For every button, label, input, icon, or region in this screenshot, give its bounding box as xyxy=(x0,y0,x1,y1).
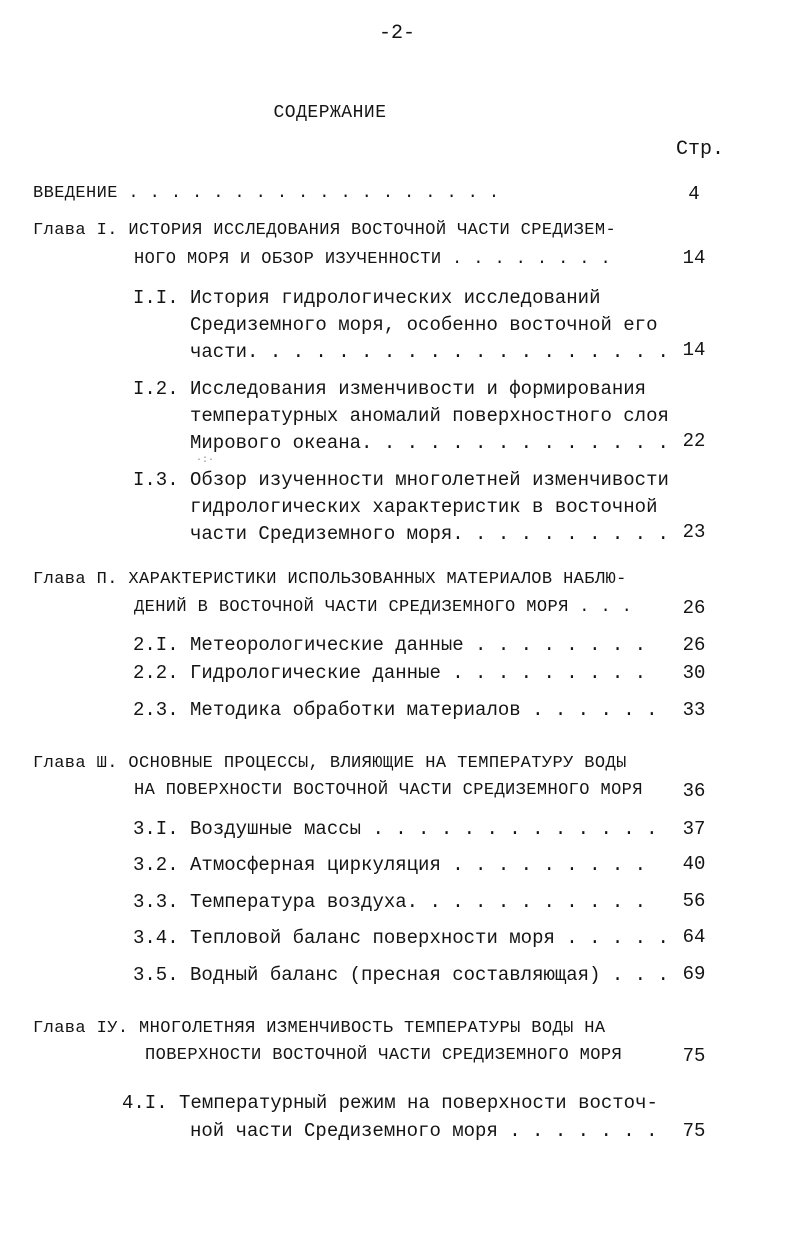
toc-ch1-s2-page: 22 xyxy=(682,430,706,452)
toc-ch2-s1-page: 26 xyxy=(682,634,706,656)
toc-ch2-line2: ДЕНИЙ В ВОСТОЧНОЙ ЧАСТИ СРЕДИЗЕМНОГО МОРЯ . . . xyxy=(134,598,633,617)
page-column-label: Стр. xyxy=(676,138,725,161)
toc-ch3-s2: 3.2. Атмосферная циркуляция . . . . . . . . . xyxy=(133,854,647,876)
toc-ch2-s3-page: 33 xyxy=(682,699,706,721)
toc-ch3-s3: 3.3. Температура воздуха. . . . . . . . . . . xyxy=(133,891,647,913)
toc-ch2-s1: 2.I. Метеорологические данные . . . . . . . . xyxy=(133,634,647,656)
toc-ch1-s2-line1: I.2. Исследования изменчивости и формирования xyxy=(133,378,647,400)
toc-ch4-s1-line2: ной части Средиземного моря . . . . . . . xyxy=(190,1120,658,1142)
toc-ch3-s5: 3.5. Водный баланс (пресная составляющая) . . . xyxy=(133,964,669,986)
toc-ch4-s1-page: 75 xyxy=(682,1120,706,1142)
toc-ch3-line2: НА ПОВЕРХНОСТИ ВОСТОЧНОЙ ЧАСТИ СРЕДИЗЕМНОГО МОРЯ xyxy=(134,781,643,800)
toc-ch2-page: 26 xyxy=(682,597,706,619)
toc-ch3-line1: Глава Ш. ОСНОВНЫЕ ПРОЦЕССЫ, ВЛИЯЮЩИЕ НА ТЕМПЕРАТУРУ ВОДЫ xyxy=(33,754,627,773)
toc-ch2-s2-page: 30 xyxy=(682,662,706,684)
toc-ch3-s4: 3.4. Тепловой баланс поверхности моря . . . . . xyxy=(133,927,669,949)
toc-ch1-s3-page: 23 xyxy=(682,521,706,543)
toc-ch4-line1: Глава IУ. МНОГОЛЕТНЯЯ ИЗМЕНЧИВОСТЬ ТЕМПЕРАТУРЫ ВОДЫ НА xyxy=(33,1019,606,1038)
toc-ch1-line2: НОГО МОРЯ И ОБЗОР ИЗУЧЕННОСТИ . . . . . . . . xyxy=(134,250,612,269)
toc-ch1-s3-line1: I.3. Обзор изученности многолетней изменчивости xyxy=(133,469,669,491)
toc-ch4-line2: ПОВЕРХНОСТИ ВОСТОЧНОЙ ЧАСТИ СРЕДИЗЕМНОГО МОРЯ xyxy=(145,1046,623,1065)
toc-ch1-s1-line2: Средиземного моря, особенно восточной его xyxy=(190,314,658,336)
toc-ch1-s2-line3: Мирового океана. . . . . . . . . . . . . . xyxy=(190,432,669,454)
toc-ch3-s1-page: 37 xyxy=(682,818,706,840)
toc-ch3-s4-page: 64 xyxy=(682,926,706,948)
toc-ch2-s2: 2.2. Гидрологические данные . . . . . . . . . xyxy=(133,662,647,684)
toc-ch3-s1: 3.I. Воздушные массы . . . . . . . . . . . . . xyxy=(133,818,658,840)
toc-ch1-line1: Глава I. ИСТОРИЯ ИССЛЕДОВАНИЯ ВОСТОЧНОЙ ЧАСТИ СРЕДИЗЕМ- xyxy=(33,221,617,240)
toc-intro-page: 4 xyxy=(688,183,700,205)
toc-ch1-s3-line2: гидрологических характеристик в восточной xyxy=(190,496,658,518)
page-title: СОДЕРЖАНИЕ xyxy=(273,103,387,123)
toc-ch4-page: 75 xyxy=(682,1045,706,1067)
toc-ch3-s5-page: 69 xyxy=(682,963,706,985)
toc-intro-text: ВВЕДЕНИЕ . . . . . . . . . . . . . . . . . . xyxy=(33,184,500,203)
toc-ch3-s3-page: 56 xyxy=(682,890,706,912)
toc-ch1-s1-page: 14 xyxy=(682,339,706,361)
toc-ch1-page: 14 xyxy=(682,247,706,269)
toc-ch1-s3-line3: части Средиземного моря. . . . . . . . . . xyxy=(190,523,669,545)
toc-ch3-s2-page: 40 xyxy=(682,853,706,875)
ink-smudge: ·:· xyxy=(196,455,215,466)
toc-ch4-s1-line1: 4.I. Температурный режим на поверхности восточ- xyxy=(122,1092,658,1114)
toc-ch2-s3: 2.3. Методика обработки материалов . . . . . . xyxy=(133,699,658,721)
toc-ch3-page: 36 xyxy=(682,780,706,802)
page-number: -2- xyxy=(378,22,415,45)
toc-ch1-s1-line3: части. . . . . . . . . . . . . . . . . . . xyxy=(190,341,669,363)
toc-ch1-s1-line1: I.I. История гидрологических исследований xyxy=(133,287,601,309)
toc-ch1-s2-line2: температурных аномалий поверхностного слоя xyxy=(190,405,669,427)
toc-ch2-line1: Глава П. ХАРАКТЕРИСТИКИ ИСПОЛЬЗОВАННЫХ МАТЕРИАЛОВ НАБЛЮ- xyxy=(33,570,627,589)
